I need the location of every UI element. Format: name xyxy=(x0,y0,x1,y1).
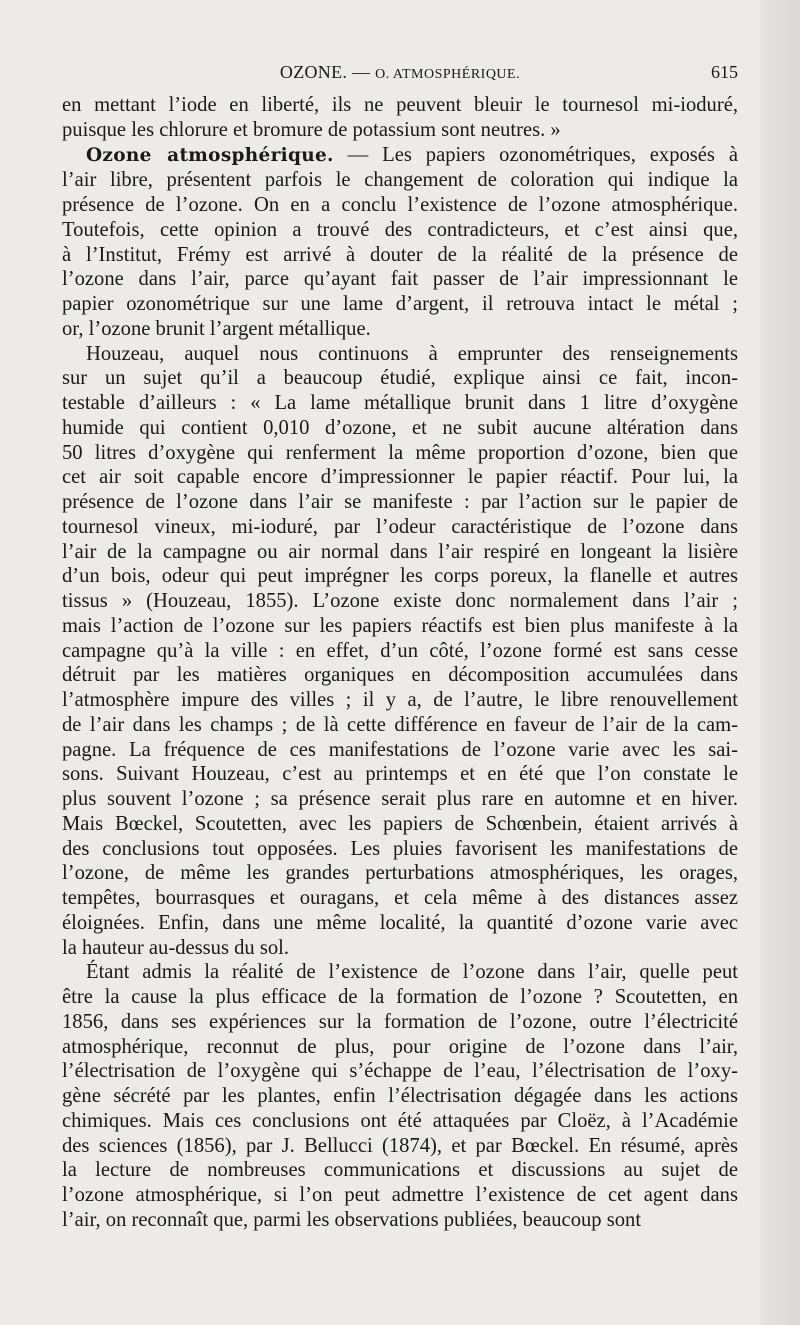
line-text: la hauteur au-dessus du sol. xyxy=(62,936,290,959)
line-text: l’ozone atmosphérique, si l’on peut admettre l’existence de cet agent dans xyxy=(62,1184,738,1206)
line-text: papier ozonométrique sur une lame d’argent, il retrouva intact le métal ; xyxy=(62,293,738,315)
text-line xyxy=(62,465,738,490)
line-text: être la cause la plus efficace de la formation de l’ozone ? Scoutetten, en xyxy=(62,986,738,1008)
text-line xyxy=(62,713,738,738)
text-line xyxy=(62,614,738,639)
text-line xyxy=(62,193,738,218)
line-text: 50 litres d’oxygène qui renferment la même proportion d’ozone, bien que xyxy=(62,441,738,464)
text-line xyxy=(62,391,738,416)
text-line xyxy=(62,317,738,342)
line-text: gène sécrété par les plantes, enfin l’électrisation dégagée dans les actions xyxy=(62,1085,738,1107)
text-line xyxy=(62,1035,738,1060)
line-text: Toutefois, cette opinion a trouvé des contradicteurs, et c’est ainsi que, xyxy=(62,218,738,241)
line-text: présence de l’ozone. On en a conclu l’existence de l’ozone atmosphérique. xyxy=(62,194,738,216)
running-title-sub: O. ATMOSPHÉRIQUE. xyxy=(375,67,521,82)
text-line xyxy=(62,143,738,169)
text-line xyxy=(62,911,738,936)
line-text: Houzeau, auquel nous continuons à emprunter des renseignements xyxy=(86,342,738,365)
line-text: des sciences (1856), par J. Bellucci (1874), et par Bœckel. En résumé, après xyxy=(62,1134,738,1157)
line-text: 1856, dans ses expériences sur la formation de l’ozone, outre l’électricité xyxy=(62,1010,738,1033)
paragraph xyxy=(62,93,738,143)
text-line xyxy=(62,960,738,985)
text-line xyxy=(62,292,738,317)
text-line xyxy=(62,886,738,911)
text-line xyxy=(62,168,738,193)
text-line xyxy=(62,762,738,787)
line-text: tissus » (Houzeau, 1855). L’ozone existe donc normalement dans l’air ; xyxy=(62,590,738,612)
text-line xyxy=(62,1010,738,1035)
text-line xyxy=(62,342,738,367)
text-line xyxy=(62,589,738,614)
text-line xyxy=(62,490,738,515)
page-edge-shadow xyxy=(760,0,800,1325)
text-line xyxy=(62,787,738,812)
running-title-main: OZONE. — xyxy=(279,62,376,82)
text-line xyxy=(62,416,738,441)
text-line xyxy=(62,738,738,763)
text-line xyxy=(62,564,738,589)
paragraph xyxy=(62,960,738,1232)
line-text: de l’air dans les champs ; de là cette différence en faveur de l’air de la cam- xyxy=(62,713,738,736)
line-text: l’air libre, présentent parfois le changement de coloration qui indique la xyxy=(62,169,738,192)
text-line xyxy=(62,1158,738,1183)
line-text: humide qui contient 0,010 d’ozone, et ne subit aucune altération dans xyxy=(62,416,738,439)
body-text xyxy=(62,93,738,1233)
line-text: plus souvent l’ozone ; sa présence serait plus rare en automne et en hiver. xyxy=(62,788,738,810)
text-line xyxy=(62,1109,738,1134)
text-line xyxy=(62,812,738,837)
line-text: chimiques. Mais ces conclusions ont été attaquées par Cloëz, à l’Académie xyxy=(62,1109,738,1132)
text-line xyxy=(62,936,738,961)
text-line xyxy=(62,688,738,713)
line-text: l’ozone, de même les grandes perturbations atmosphériques, les orages, xyxy=(62,862,738,885)
line-text: à l’Institut, Frémy est arrivé à douter de la réalité de la présence de xyxy=(62,243,738,266)
line-text: l’air, on reconnaît que, parmi les observations publiées, beaucoup sont xyxy=(62,1208,642,1231)
line-text: atmosphérique, reconnut de plus, pour origine de l’ozone dans l’air, xyxy=(62,1035,738,1058)
line-text: mais l’action de l’ozone sur les papiers réactifs est bien plus manifeste à la xyxy=(62,614,738,637)
line-text: — Les papiers ozonométriques, exposés à xyxy=(333,143,738,166)
text-line xyxy=(62,1134,738,1159)
running-title xyxy=(62,62,738,83)
text-line xyxy=(62,243,738,268)
line-text: tempêtes, bourrasques et ouragans, et cela même à des distances assez xyxy=(62,887,738,909)
text-line xyxy=(62,1208,738,1233)
page-number: 615 xyxy=(711,62,738,82)
line-text: puisque les chlorure et bromure de potassium sont neutres. » xyxy=(62,118,561,141)
section-heading: Ozone atmosphérique. xyxy=(86,144,334,166)
text-line xyxy=(62,1183,738,1208)
text-line xyxy=(62,267,738,292)
line-text: l’électrisation de l’oxygène qui s’échappe de l’eau, l’électrisation de l’oxy- xyxy=(62,1060,738,1083)
line-text: détruit par les matières organiques en décomposition accumulées dans xyxy=(62,664,738,687)
line-text: l’air de la campagne ou air normal dans l’air respiré en longeant la lisière xyxy=(62,540,738,563)
line-text: pagne. La fréquence de ces manifestations de l’ozone varie avec les sai- xyxy=(62,738,738,761)
text-line xyxy=(62,441,738,466)
line-text: d’un bois, odeur qui peut imprégner les corps poreux, la flanelle et autres xyxy=(62,565,738,588)
line-text: Étant admis la réalité de l’existence de l’ozone dans l’air, quelle peut xyxy=(86,961,738,984)
line-text: cet air soit capable encore d’impressionner le papier réactif. Pour lui, la xyxy=(62,466,738,489)
text-line xyxy=(62,93,738,118)
text-line xyxy=(62,218,738,243)
line-text: éloignées. Enfin, dans une même localité, la quantité d’ozone varie avec xyxy=(62,911,738,934)
text-line xyxy=(62,1084,738,1109)
line-text: des conclusions tout opposées. Les pluies favorisent les manifestations de xyxy=(62,837,738,860)
paragraph xyxy=(62,143,738,342)
line-text: la lecture de nombreuses communications et discussions au sujet de xyxy=(62,1159,738,1182)
text-line xyxy=(62,1059,738,1084)
line-text: présence de l’ozone dans l’air se manifeste : par l’action sur le papier de xyxy=(62,491,738,513)
text-line xyxy=(62,663,738,688)
running-header xyxy=(62,62,738,86)
line-text: en mettant l’iode en liberté, ils ne peuvent bleuir le tournesol mi-ioduré, xyxy=(62,94,738,116)
paragraph xyxy=(62,342,738,961)
text-line xyxy=(62,985,738,1010)
text-line xyxy=(62,515,738,540)
text-line xyxy=(62,861,738,886)
line-text: sons. Suivant Houzeau, c’est au printemps et en été que l’on constate le xyxy=(62,763,738,786)
text-line xyxy=(62,366,738,391)
line-text: sur un sujet qu’il a beaucoup étudié, explique ainsi ce fait, incon- xyxy=(62,367,738,390)
text-line xyxy=(62,540,738,565)
line-text: campagne qu’à la ville : en effet, d’un côté, l’ozone formé est sans cesse xyxy=(62,639,738,662)
line-text: l’atmosphère impure des villes ; il y a, de l’autre, le libre renouvellement xyxy=(62,689,738,711)
line-text: l’ozone dans l’air, parce qu’ayant fait passer de l’air impressionnant le xyxy=(62,268,738,291)
text-line xyxy=(62,639,738,664)
line-text: or, l’ozone brunit l’argent métallique. xyxy=(62,317,371,340)
text-line xyxy=(62,837,738,862)
text-line xyxy=(62,118,738,143)
line-text: tournesol vineux, mi-ioduré, par l’odeur caractéristique de l’ozone dans xyxy=(62,515,738,538)
line-text: testable d’ailleurs : « La lame métallique brunit dans 1 litre d’oxygène xyxy=(62,392,738,414)
line-text: Mais Bœckel, Scoutetten, avec les papiers de Schœnbein, étaient arrivés à xyxy=(62,812,738,835)
